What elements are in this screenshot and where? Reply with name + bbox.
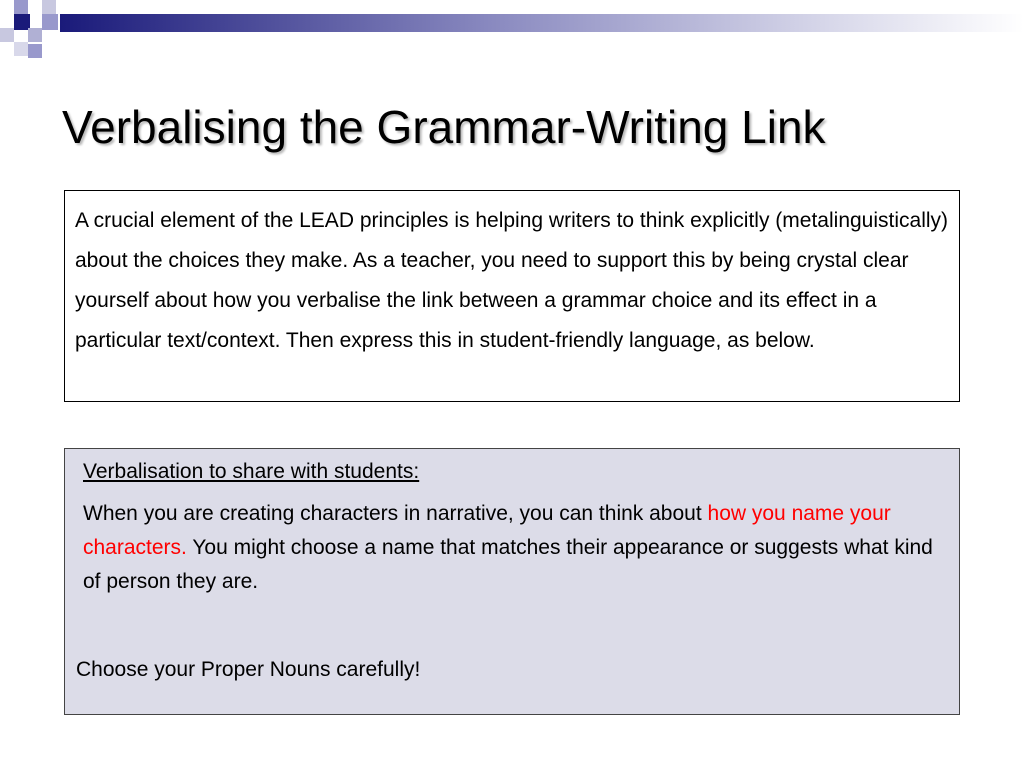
banner-square: [0, 0, 14, 14]
verbalisation-text-end: You might choose a name that matches their appearance or suggests what kind of person they are.: [83, 536, 933, 593]
intro-paragraph: A crucial element of the LEAD principles is helping writers to think explicitly (metalinguistically) about the choices they make. As a teacher, you need to support this by being crystal clear yourself about how you verbalise the link between a grammar choice and its effect in a particular text/context. Then express this in student-friendly language, as below.: [75, 209, 949, 352]
verbalisation-heading: Verbalisation to share with students:: [83, 460, 420, 483]
decorative-banner: [0, 0, 1024, 60]
banner-square: [28, 28, 42, 42]
banner-square: [0, 28, 14, 42]
banner-square: [42, 0, 56, 14]
verbalisation-box: [64, 448, 960, 715]
banner-square: [42, 14, 58, 30]
banner-stripe: [60, 14, 1024, 32]
banner-square: [14, 0, 28, 14]
banner-square: [14, 42, 28, 56]
banner-square: [14, 14, 30, 30]
banner-square: [28, 44, 42, 58]
verbalisation-highlight: how you name your characters.: [83, 502, 891, 559]
intro-text-box: [64, 190, 960, 402]
verbalisation-paragraph: [83, 497, 949, 599]
page-title: Verbalising the Grammar-Writing Link: [62, 101, 826, 153]
banner-graphic: [0, 0, 1024, 60]
verbalisation-tagline: Choose your Proper Nouns carefully!: [76, 658, 421, 681]
verbalisation-text-start: When you are creating characters in narrative, you can think about: [83, 502, 708, 525]
